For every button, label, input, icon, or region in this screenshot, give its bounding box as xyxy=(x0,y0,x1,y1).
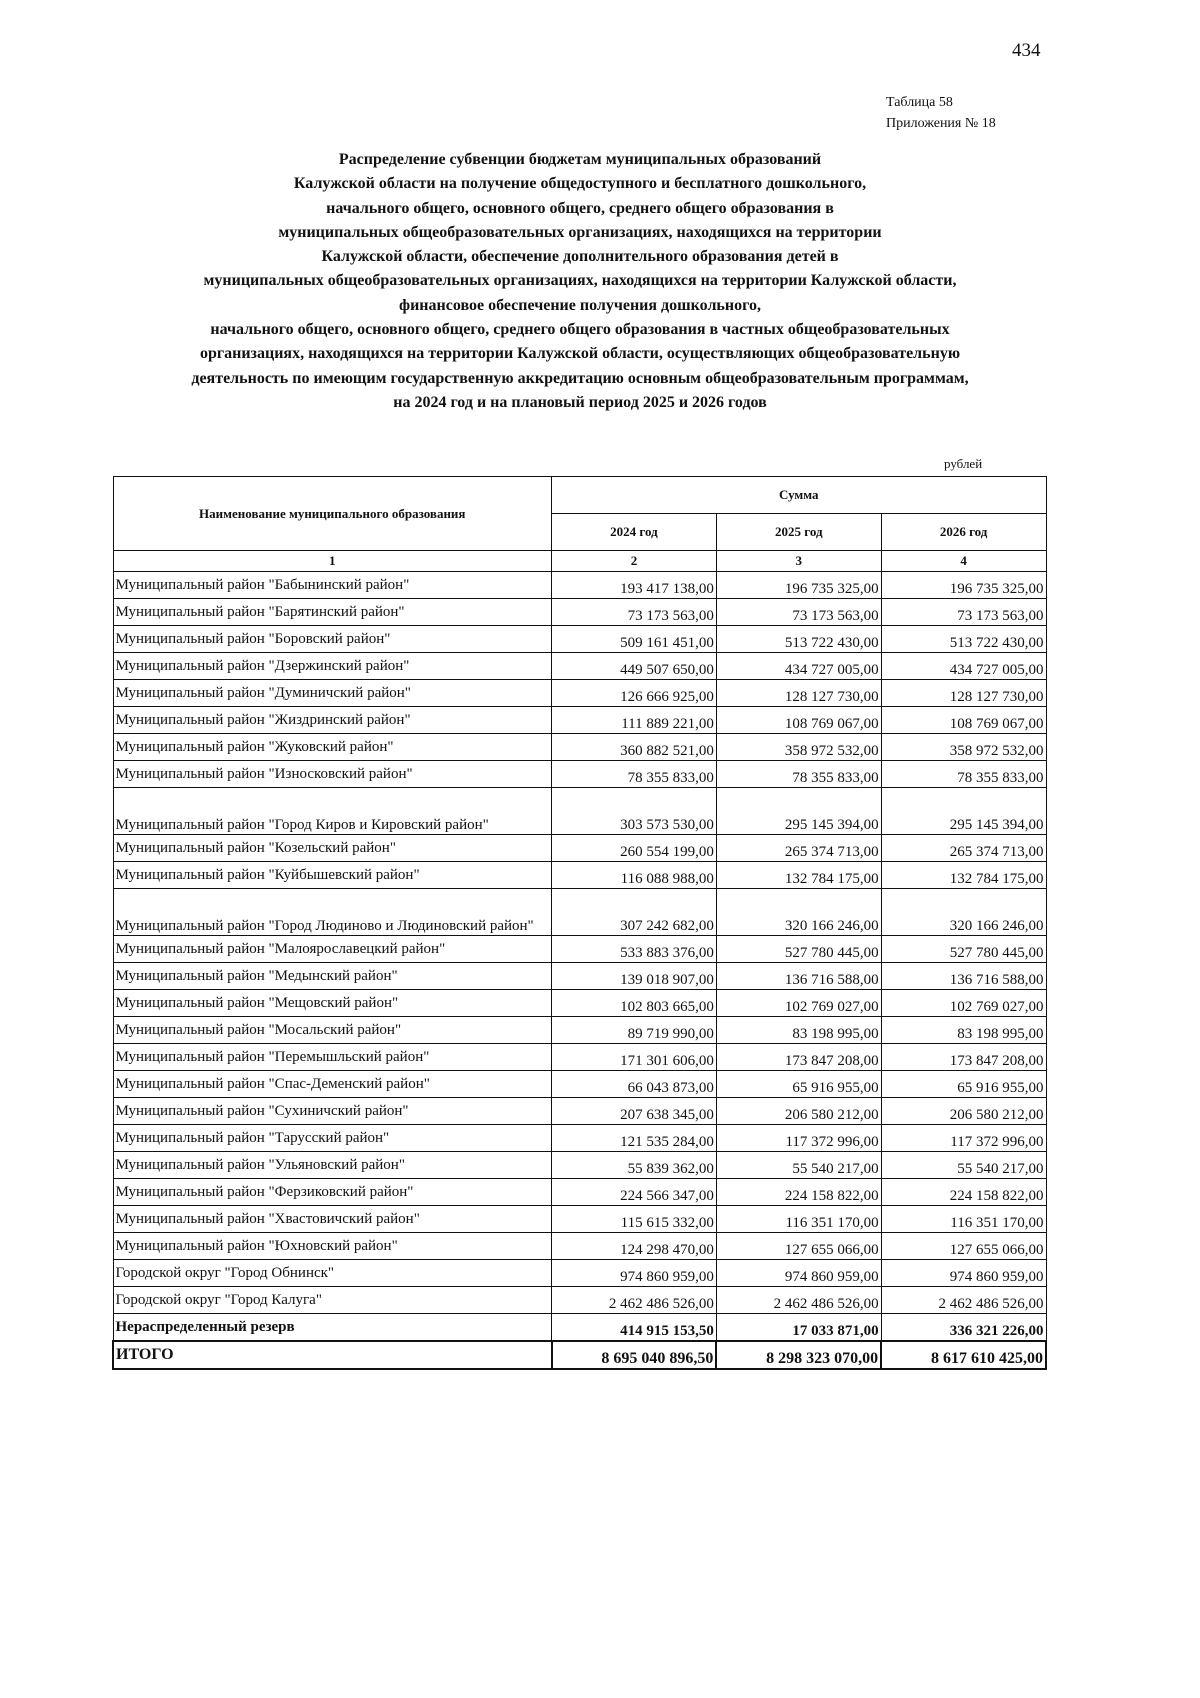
amount-2026: 173 847 208,00 xyxy=(881,1044,1046,1071)
amount-2025: 116 351 170,00 xyxy=(716,1206,881,1233)
municipality-name: Муниципальный район "Город Людиново и Людиновский район" xyxy=(113,889,552,936)
municipality-name: Муниципальный район "Козельский район" xyxy=(113,835,552,862)
amount-2024: 111 889 221,00 xyxy=(552,707,717,734)
title-line: финансовое обеспечение получения дошкольного, xyxy=(399,296,761,314)
amount-2025: 132 784 175,00 xyxy=(716,862,881,889)
amount-2026: 434 727 005,00 xyxy=(881,653,1046,680)
amount-2024: 414 915 153,50 xyxy=(552,1314,717,1342)
title-line: муниципальных общеобразовательных организациях, находящихся на территории xyxy=(278,223,882,241)
amount-2024: 126 666 925,00 xyxy=(552,680,717,707)
table-row xyxy=(113,1179,1046,1206)
amount-2026: 974 860 959,00 xyxy=(881,1260,1046,1287)
amount-2026: 65 916 955,00 xyxy=(881,1071,1046,1098)
table-row xyxy=(113,1017,1046,1044)
amount-2026: 513 722 430,00 xyxy=(881,626,1046,653)
amount-2026: 132 784 175,00 xyxy=(881,862,1046,889)
table-row xyxy=(113,936,1046,963)
amount-2026: 136 716 588,00 xyxy=(881,963,1046,990)
amount-2026: 73 173 563,00 xyxy=(881,599,1046,626)
amount-2026: 358 972 532,00 xyxy=(881,734,1046,761)
table-row xyxy=(113,761,1046,788)
amount-2024: 2 462 486 526,00 xyxy=(552,1287,717,1314)
amount-2026: 2 462 486 526,00 xyxy=(881,1287,1046,1314)
municipality-name: Нераспределенный резерв xyxy=(113,1314,552,1342)
amount-2025: 358 972 532,00 xyxy=(716,734,881,761)
table-row xyxy=(113,734,1046,761)
amount-2025: 108 769 067,00 xyxy=(716,707,881,734)
amount-2024: 974 860 959,00 xyxy=(552,1260,717,1287)
amount-2026: 527 780 445,00 xyxy=(881,936,1046,963)
amount-2025: 434 727 005,00 xyxy=(716,653,881,680)
municipality-name: Муниципальный район "Дзержинский район" xyxy=(113,653,552,680)
amount-2025: 513 722 430,00 xyxy=(716,626,881,653)
table-row xyxy=(113,1341,1046,1369)
amount-2024: 124 298 470,00 xyxy=(552,1233,717,1260)
amount-2024: 139 018 907,00 xyxy=(552,963,717,990)
amount-2024: 116 088 988,00 xyxy=(552,862,717,889)
municipality-name: Муниципальный район "Ферзиковский район" xyxy=(113,1179,552,1206)
table-row xyxy=(113,599,1046,626)
col-number: 3 xyxy=(716,551,881,572)
municipality-name: Муниципальный район "Жиздринский район" xyxy=(113,707,552,734)
amount-2024: 193 417 138,00 xyxy=(552,572,717,599)
units-label: рублей xyxy=(944,456,983,471)
amount-2025: 2 462 486 526,00 xyxy=(716,1287,881,1314)
amount-2026: 196 735 325,00 xyxy=(881,572,1046,599)
header-year-2024: 2024 год xyxy=(552,514,717,551)
amount-2025: 527 780 445,00 xyxy=(716,936,881,963)
amount-2025: 224 158 822,00 xyxy=(716,1179,881,1206)
table-row xyxy=(113,1287,1046,1314)
title-line: Распределение субвенции бюджетам муниципальных образований xyxy=(338,151,822,168)
amount-2026: 336 321 226,00 xyxy=(881,1314,1046,1342)
amount-2024: 66 043 873,00 xyxy=(552,1071,717,1098)
amount-2026: 8 617 610 425,00 xyxy=(881,1341,1046,1369)
amount-2025: 320 166 246,00 xyxy=(716,889,881,936)
municipality-name: Муниципальный район "Бабынинский район" xyxy=(113,572,552,599)
amount-2024: 171 301 606,00 xyxy=(552,1044,717,1071)
col-number: 2 xyxy=(552,551,717,572)
amount-2025: 117 372 996,00 xyxy=(716,1125,881,1152)
amount-2026: 55 540 217,00 xyxy=(881,1152,1046,1179)
municipality-name: Муниципальный район "Думиничский район" xyxy=(113,680,552,707)
appendix-number: Приложения № 18 xyxy=(886,116,996,131)
amount-2025: 295 145 394,00 xyxy=(716,788,881,835)
header-year-2026: 2026 год xyxy=(881,514,1046,551)
title-line: муниципальных общеобразовательных организациях, находящихся на территории Калужской области, xyxy=(203,272,957,290)
municipality-name: Муниципальный район "Перемышльский район" xyxy=(113,1044,552,1071)
table-row xyxy=(113,1125,1046,1152)
municipality-name: Муниципальный район "Барятинский район" xyxy=(113,599,552,626)
table-row xyxy=(113,1071,1046,1098)
table-row xyxy=(113,788,1046,835)
table-row xyxy=(113,990,1046,1017)
amount-2026: 78 355 833,00 xyxy=(881,761,1046,788)
municipality-name: Муниципальный район "Куйбышевский район" xyxy=(113,862,552,889)
amount-2025: 136 716 588,00 xyxy=(716,963,881,990)
table-row xyxy=(113,626,1046,653)
table-row xyxy=(113,1233,1046,1260)
amount-2024: 307 242 682,00 xyxy=(552,889,717,936)
table-row xyxy=(113,1152,1046,1179)
table-row xyxy=(113,835,1046,862)
municipality-name: Муниципальный район "Жуковский район" xyxy=(113,734,552,761)
table-row xyxy=(113,572,1046,599)
amount-2024: 360 882 521,00 xyxy=(552,734,717,761)
title-line: деятельность по имеющим государственную аккредитацию основным общеобразовательным программам, xyxy=(191,369,969,387)
amount-2024: 121 535 284,00 xyxy=(552,1125,717,1152)
table-row xyxy=(113,1098,1046,1125)
amount-2024: 73 173 563,00 xyxy=(552,599,717,626)
amount-2026: 108 769 067,00 xyxy=(881,707,1046,734)
municipality-name: Муниципальный район "Боровский район" xyxy=(113,626,552,653)
page-number: 434 xyxy=(1012,40,1041,61)
amount-2025: 65 916 955,00 xyxy=(716,1071,881,1098)
municipality-name: Муниципальный район "Малоярославецкий район" xyxy=(113,936,552,963)
header-name: Наименование муниципального образования xyxy=(113,477,552,551)
municipality-name: Муниципальный район "Ульяновский район" xyxy=(113,1152,552,1179)
amount-2025: 55 540 217,00 xyxy=(716,1152,881,1179)
table-row xyxy=(113,1314,1046,1342)
amount-2026: 83 198 995,00 xyxy=(881,1017,1046,1044)
municipality-name: Муниципальный район "Сухиничский район" xyxy=(113,1098,552,1125)
amount-2024: 115 615 332,00 xyxy=(552,1206,717,1233)
amount-2026: 116 351 170,00 xyxy=(881,1206,1046,1233)
amount-2025: 127 655 066,00 xyxy=(716,1233,881,1260)
amount-2026: 128 127 730,00 xyxy=(881,680,1046,707)
amount-2025: 78 355 833,00 xyxy=(716,761,881,788)
amount-2025: 83 198 995,00 xyxy=(716,1017,881,1044)
subvention-table xyxy=(112,476,1047,1370)
municipality-name: Муниципальный район "Мосальский район" xyxy=(113,1017,552,1044)
header-sum: Сумма xyxy=(552,477,1046,514)
amount-2026: 295 145 394,00 xyxy=(881,788,1046,835)
table-row xyxy=(113,680,1046,707)
amount-2024: 449 507 650,00 xyxy=(552,653,717,680)
municipality-name: ИТОГО xyxy=(113,1341,552,1369)
amount-2025: 173 847 208,00 xyxy=(716,1044,881,1071)
amount-2025: 206 580 212,00 xyxy=(716,1098,881,1125)
table-row xyxy=(113,1044,1046,1071)
table-row xyxy=(113,963,1046,990)
col-number: 1 xyxy=(113,551,552,572)
municipality-name: Муниципальный район "Износковский район" xyxy=(113,761,552,788)
amount-2024: 303 573 530,00 xyxy=(552,788,717,835)
table-row xyxy=(113,862,1046,889)
amount-2025: 196 735 325,00 xyxy=(716,572,881,599)
municipality-name: Городской округ "Город Калуга" xyxy=(113,1287,552,1314)
col-number: 4 xyxy=(881,551,1046,572)
table-row xyxy=(113,889,1046,936)
amount-2025: 8 298 323 070,00 xyxy=(716,1341,881,1369)
amount-2025: 17 033 871,00 xyxy=(716,1314,881,1342)
amount-2026: 320 166 246,00 xyxy=(881,889,1046,936)
amount-2025: 974 860 959,00 xyxy=(716,1260,881,1287)
municipality-name: Городской округ "Город Обнинск" xyxy=(113,1260,552,1287)
table-row xyxy=(113,1206,1046,1233)
title-line: Калужской области, обеспечение дополнительного образования детей в xyxy=(321,248,839,266)
municipality-name: Муниципальный район "Город Киров и Кировский район" xyxy=(113,788,552,835)
header-year-2025: 2025 год xyxy=(716,514,881,551)
amount-2025: 73 173 563,00 xyxy=(716,599,881,626)
amount-2026: 224 158 822,00 xyxy=(881,1179,1046,1206)
title-line: начального общего, основного общего, среднего общего образования в xyxy=(326,199,834,217)
municipality-name: Муниципальный район "Мещовский район" xyxy=(113,990,552,1017)
municipality-name: Муниципальный район "Хвастовичский район" xyxy=(113,1206,552,1233)
municipality-name: Муниципальный район "Юхновский район" xyxy=(113,1233,552,1260)
title-line: на 2024 год и на плановый период 2025 и 2026 годов xyxy=(393,393,767,411)
title-line: начального общего, основного общего, среднего общего образования в частных общеобразовательных xyxy=(210,321,950,339)
amount-2024: 55 839 362,00 xyxy=(552,1152,717,1179)
amount-2024: 8 695 040 896,50 xyxy=(552,1341,717,1369)
amount-2026: 102 769 027,00 xyxy=(881,990,1046,1017)
amount-2024: 89 719 990,00 xyxy=(552,1017,717,1044)
title-line: организациях, находящихся на территории Калужской области, осуществляющих общеобразовательную xyxy=(199,345,961,363)
table-row xyxy=(113,707,1046,734)
amount-2025: 265 374 713,00 xyxy=(716,835,881,862)
amount-2024: 260 554 199,00 xyxy=(552,835,717,862)
amount-2026: 265 374 713,00 xyxy=(881,835,1046,862)
amount-2024: 224 566 347,00 xyxy=(552,1179,717,1206)
amount-2025: 128 127 730,00 xyxy=(716,680,881,707)
table-row xyxy=(113,653,1046,680)
amount-2026: 206 580 212,00 xyxy=(881,1098,1046,1125)
title-line: Калужской области на получение общедоступного и бесплатного дошкольного, xyxy=(293,175,867,193)
municipality-name: Муниципальный район "Спас-Деменский район" xyxy=(113,1071,552,1098)
amount-2024: 207 638 345,00 xyxy=(552,1098,717,1125)
table-row xyxy=(113,1260,1046,1287)
amount-2025: 102 769 027,00 xyxy=(716,990,881,1017)
table-number: Таблица 58 xyxy=(886,95,953,110)
amount-2024: 509 161 451,00 xyxy=(552,626,717,653)
document-title xyxy=(110,148,1050,415)
amount-2024: 533 883 376,00 xyxy=(552,936,717,963)
municipality-name: Муниципальный район "Медынский район" xyxy=(113,963,552,990)
municipality-name: Муниципальный район "Тарусский район" xyxy=(113,1125,552,1152)
amount-2024: 102 803 665,00 xyxy=(552,990,717,1017)
amount-2026: 127 655 066,00 xyxy=(881,1233,1046,1260)
table-reference xyxy=(886,92,996,134)
amount-2026: 117 372 996,00 xyxy=(881,1125,1046,1152)
amount-2024: 78 355 833,00 xyxy=(552,761,717,788)
